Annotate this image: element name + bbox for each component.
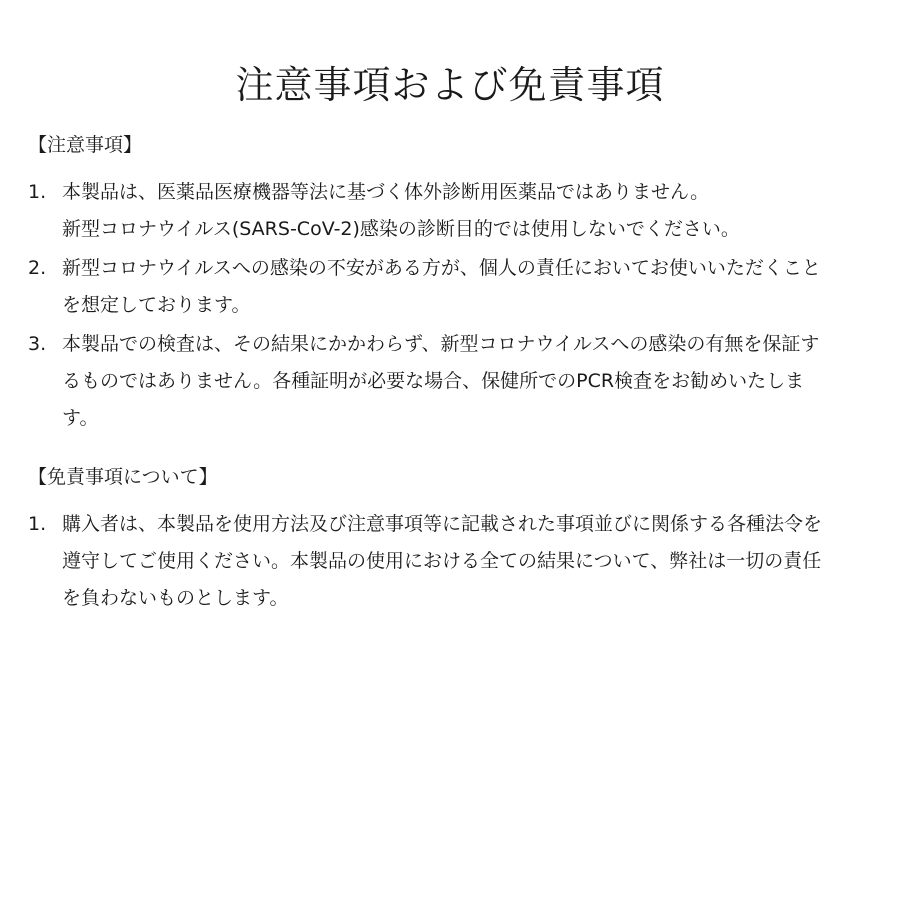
- caution-section: [28, 130, 878, 439]
- item-text-line: を想定しております。: [62, 294, 251, 316]
- item-text-line: 遵守してご使用ください。本製品の使用における全ての結果について、弊社は一切の責任: [62, 550, 822, 572]
- item-text-line: を負わないものとします。: [62, 587, 289, 609]
- item-text-line: 本製品は、医薬品医療機器等法に基づく体外診断用医薬品ではありません。: [62, 181, 710, 203]
- item-text: [62, 326, 878, 437]
- item-number: 3.: [28, 333, 47, 355]
- item-text-line: す。: [62, 407, 99, 429]
- page-title: 注意事項および免責事項: [235, 63, 665, 108]
- disclaimer-heading: 【免責事項について】: [28, 466, 218, 488]
- caution-list: [28, 174, 878, 437]
- item-text: [62, 250, 878, 324]
- caution-item-1: [28, 174, 878, 248]
- item-text: [62, 174, 878, 248]
- item-text-line: 新型コロナウイルスへの感染の不安がある方が、個人の責任においてお使いいただくこと: [62, 257, 821, 279]
- caution-heading: 【注意事項】: [28, 134, 143, 156]
- item-text-line: 本製品での検査は、その結果にかかわらず、新型コロナウイルスへの感染の有無を保証す: [62, 333, 820, 355]
- item-number: 1.: [28, 181, 47, 203]
- disclaimer-list: [28, 506, 878, 617]
- item-text-line: 新型コロナウイルス(SARS-CoV-2)感染の診断目的では使用しないでください。: [62, 218, 740, 240]
- item-text-line: 購入者は、本製品を使用方法及び注意事項等に記載された事項並びに関係する各種法令を: [62, 513, 823, 535]
- item-text: [62, 506, 878, 617]
- caution-item-2: [28, 250, 878, 324]
- caution-item-3: [28, 326, 878, 437]
- disclaimer-item-1: [28, 506, 878, 617]
- item-number: 2.: [28, 257, 47, 279]
- item-text-line: るものではありません。各種証明が必要な場合、保健所でのPCR検査をお勧めいたしま: [62, 370, 805, 392]
- item-number: 1.: [28, 513, 47, 535]
- disclaimer-section: [28, 462, 878, 619]
